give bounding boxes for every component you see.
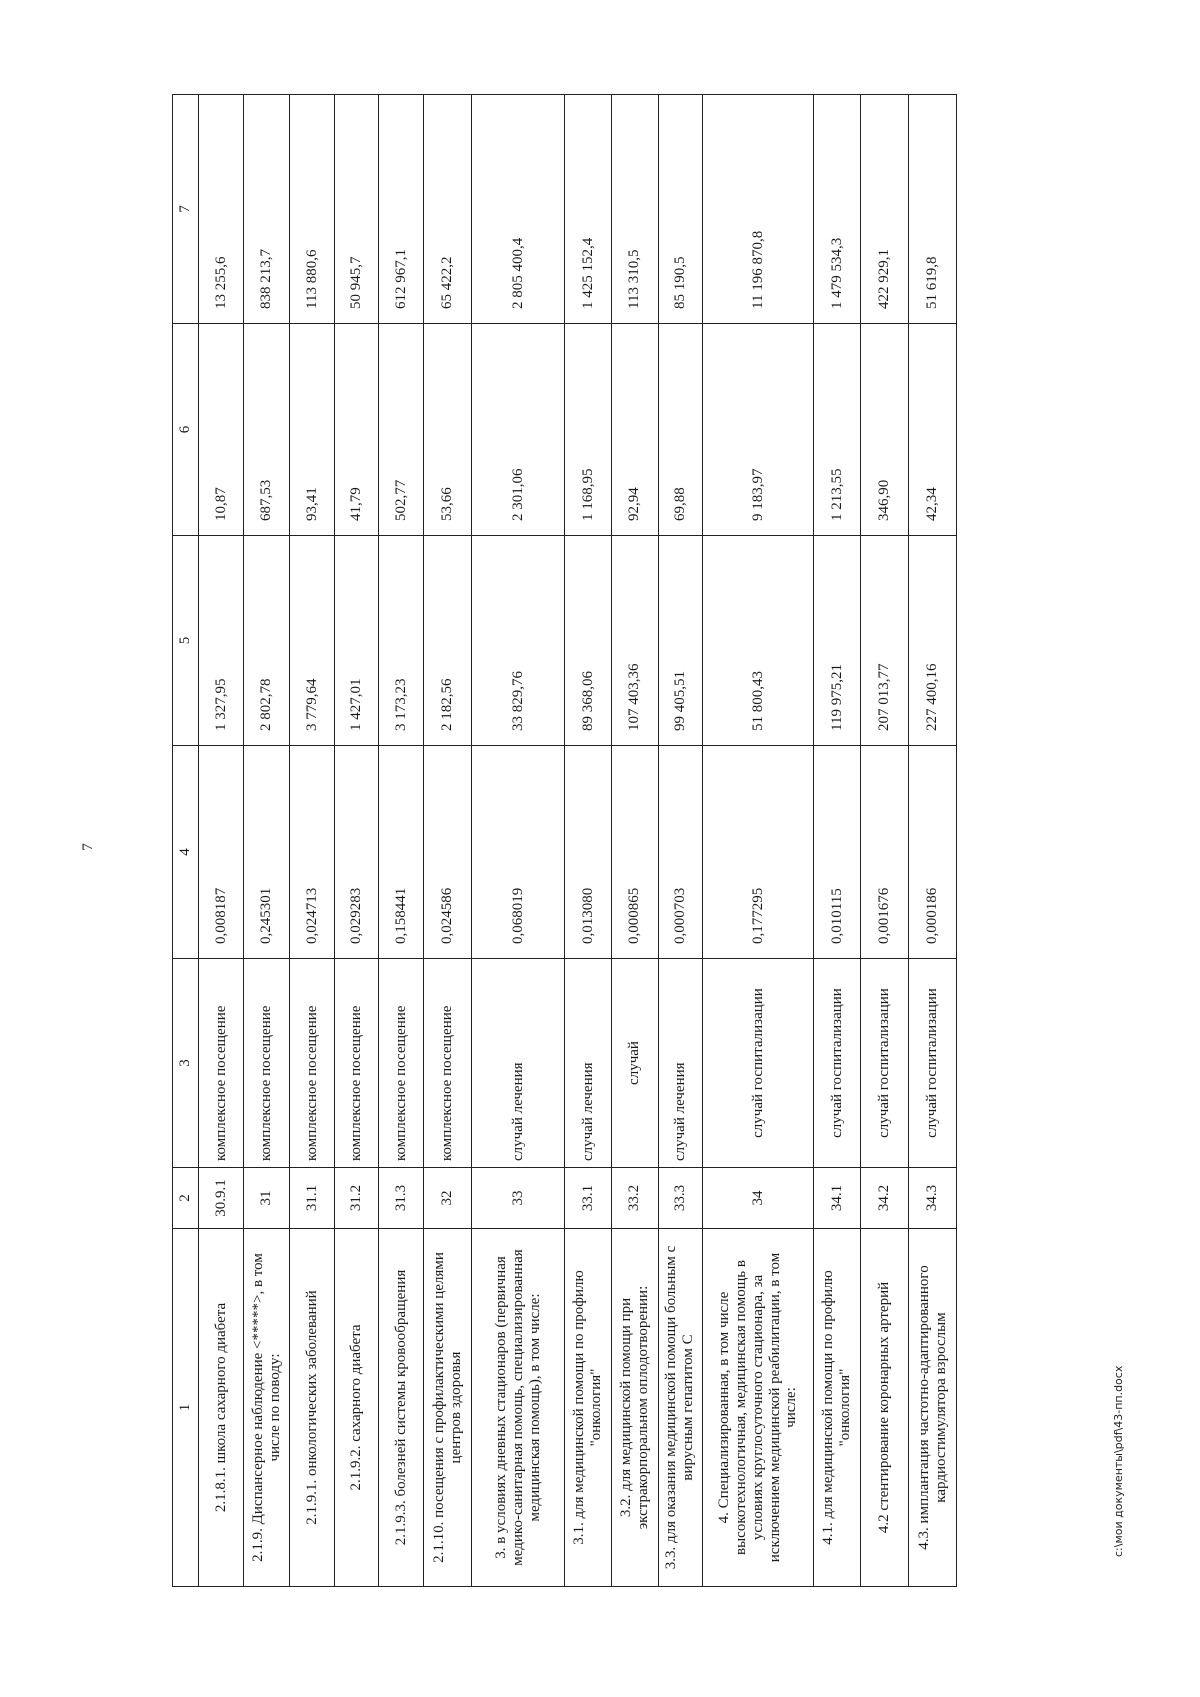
- row-value: 3 173,23: [379, 536, 424, 746]
- table-row: [290, 95, 335, 1587]
- row-value: 0,024586: [423, 746, 472, 959]
- row-unit: случай лечения: [658, 959, 703, 1168]
- row-value: 41,79: [334, 324, 379, 536]
- row-unit: случай лечения: [565, 959, 612, 1168]
- table-row: [611, 95, 658, 1587]
- table-row: [658, 95, 703, 1587]
- row-unit: случай госпитализации: [860, 959, 909, 1168]
- data-table: [172, 94, 957, 1587]
- row-value: 113 880,6: [290, 95, 335, 324]
- table-row: [814, 95, 861, 1587]
- row-name: 2.1.9.3. болезней системы кровообращения: [379, 1229, 424, 1587]
- row-unit: случай госпитализации: [814, 959, 861, 1168]
- row-value: 0,000703: [658, 746, 703, 959]
- row-value: 0,024713: [290, 746, 335, 959]
- row-value: 227 400,16: [909, 536, 957, 746]
- row-value: 0,177295: [703, 746, 814, 959]
- header-cell: 7: [173, 95, 199, 324]
- row-value: 0,008187: [199, 746, 244, 959]
- table-row: [472, 95, 565, 1587]
- row-value: 13 255,6: [199, 95, 244, 324]
- row-value: 99 405,51: [658, 536, 703, 746]
- row-value: 838 213,7: [243, 95, 290, 324]
- row-code: 33.2: [611, 1168, 658, 1229]
- row-name: 2.1.9.2. сахарного диабета: [334, 1229, 379, 1587]
- table-row: [243, 95, 290, 1587]
- row-name: 3.3. для оказания медицинской помощи больным с вирусным гепатитом С: [658, 1229, 703, 1587]
- row-value: 2 301,06: [472, 324, 565, 536]
- row-code: 34.2: [860, 1168, 909, 1229]
- footer-file-path: c:\мои документы\pdf\43-пп.docx: [1112, 1365, 1125, 1557]
- row-value: 0,158441: [379, 746, 424, 959]
- row-value: 85 190,5: [658, 95, 703, 324]
- row-name: 2.1.9. Диспансерное наблюдение <*****>, в том числе по поводу:: [243, 1229, 290, 1587]
- row-value: 89 368,06: [565, 536, 612, 746]
- row-value: 50 945,7: [334, 95, 379, 324]
- row-code: 34.3: [909, 1168, 957, 1229]
- row-value: 1 327,95: [199, 536, 244, 746]
- row-code: 34.1: [814, 1168, 861, 1229]
- table-row: [334, 95, 379, 1587]
- row-unit: комплексное посещение: [243, 959, 290, 1168]
- row-value: 113 310,5: [611, 95, 658, 324]
- row-code: 31.1: [290, 1168, 335, 1229]
- row-value: 10,87: [199, 324, 244, 536]
- row-code: 30.9.1: [199, 1168, 244, 1229]
- header-cell: 5: [173, 536, 199, 746]
- row-value: 33 829,76: [472, 536, 565, 746]
- row-value: 119 975,21: [814, 536, 861, 746]
- row-value: 346,90: [860, 324, 909, 536]
- row-value: 0,000865: [611, 746, 658, 959]
- row-unit: случай: [611, 959, 658, 1168]
- row-value: 0,029283: [334, 746, 379, 959]
- row-code: 31.3: [379, 1168, 424, 1229]
- header-cell: 2: [173, 1168, 199, 1229]
- header-cell: 1: [173, 1229, 199, 1587]
- row-value: 11 196 870,8: [703, 95, 814, 324]
- row-name: 3.2. для медицинской помощи при экстракорпоральном оплодотворении:: [611, 1229, 658, 1587]
- row-value: 0,245301: [243, 746, 290, 959]
- row-unit: комплексное посещение: [334, 959, 379, 1168]
- row-value: 69,88: [658, 324, 703, 536]
- row-value: 51 800,43: [703, 536, 814, 746]
- table-row: [379, 95, 424, 1587]
- row-name: 2.1.10. посещения с профилактическими целями центров здоровья: [423, 1229, 472, 1587]
- row-value: 107 403,36: [611, 536, 658, 746]
- row-value: 2 802,78: [243, 536, 290, 746]
- row-value: 9 183,97: [703, 324, 814, 536]
- table-row: [565, 95, 612, 1587]
- row-value: 612 967,1: [379, 95, 424, 324]
- row-name: 3.1. для медицинской помощи по профилю "онкология": [565, 1229, 612, 1587]
- table-body: [173, 95, 957, 1587]
- row-value: 3 779,64: [290, 536, 335, 746]
- table-row: [909, 95, 957, 1587]
- row-value: 0,010115: [814, 746, 861, 959]
- table-row: [703, 95, 814, 1587]
- row-value: 687,53: [243, 324, 290, 536]
- row-value: 422 929,1: [860, 95, 909, 324]
- header-cell: 3: [173, 959, 199, 1168]
- row-value: 42,34: [909, 324, 957, 536]
- row-unit: случай госпитализации: [703, 959, 814, 1168]
- row-code: 31: [243, 1168, 290, 1229]
- row-value: 65 422,2: [423, 95, 472, 324]
- row-value: 93,41: [290, 324, 335, 536]
- row-code: 33: [472, 1168, 565, 1229]
- header-row: [173, 95, 199, 1587]
- row-value: 1 427,01: [334, 536, 379, 746]
- row-unit: комплексное посещение: [379, 959, 424, 1168]
- row-name: 4.1. для медицинской помощи по профилю "онкология": [814, 1229, 861, 1587]
- row-unit: случай госпитализации: [909, 959, 957, 1168]
- row-unit: комплексное посещение: [199, 959, 244, 1168]
- row-code: 33.3: [658, 1168, 703, 1229]
- row-value: 0,068019: [472, 746, 565, 959]
- header-cell: 4: [173, 746, 199, 959]
- row-value: 2 182,56: [423, 536, 472, 746]
- row-value: 0,013080: [565, 746, 612, 959]
- row-name: 4.3. имплантация частотно-адаптированного кардиостимулятора взрослым: [909, 1229, 957, 1587]
- row-value: 53,66: [423, 324, 472, 536]
- page-number: 7: [80, 843, 96, 851]
- row-name: 2.1.9.1. онкологических заболеваний: [290, 1229, 335, 1587]
- row-value: 51 619,8: [909, 95, 957, 324]
- row-code: 34: [703, 1168, 814, 1229]
- row-value: 0,000186: [909, 746, 957, 959]
- row-unit: комплексное посещение: [290, 959, 335, 1168]
- row-code: 31.2: [334, 1168, 379, 1229]
- table-row: [199, 95, 244, 1587]
- row-value: 2 805 400,4: [472, 95, 565, 324]
- row-value: 1 425 152,4: [565, 95, 612, 324]
- row-name: 3. в условиях дневных стационаров (первичная медико-санитарная помощь, специализированная медицинская помощь), в том числе:: [472, 1229, 565, 1587]
- row-value: 0,001676: [860, 746, 909, 959]
- row-value: 1 168,95: [565, 324, 612, 536]
- row-value: 502,77: [379, 324, 424, 536]
- table-row: [423, 95, 472, 1587]
- row-name: 2.1.8.1. школа сахарного диабета: [199, 1229, 244, 1587]
- row-value: 92,94: [611, 324, 658, 536]
- row-unit: комплексное посещение: [423, 959, 472, 1168]
- row-name: 4. Специализированная, в том числе высокотехнологичная, медицинская помощь в условиях круглосуточного стационара, за исключением медицинской реабилитации, в том числе:: [703, 1229, 814, 1587]
- table-row: [860, 95, 909, 1587]
- row-code: 32: [423, 1168, 472, 1229]
- row-value: 207 013,77: [860, 536, 909, 746]
- row-name: 4.2 стентирование коронарных артерий: [860, 1229, 909, 1587]
- row-value: 1 213,55: [814, 324, 861, 536]
- row-value: 1 479 534,3: [814, 95, 861, 324]
- row-unit: случай лечения: [472, 959, 565, 1168]
- header-cell: 6: [173, 324, 199, 536]
- row-code: 33.1: [565, 1168, 612, 1229]
